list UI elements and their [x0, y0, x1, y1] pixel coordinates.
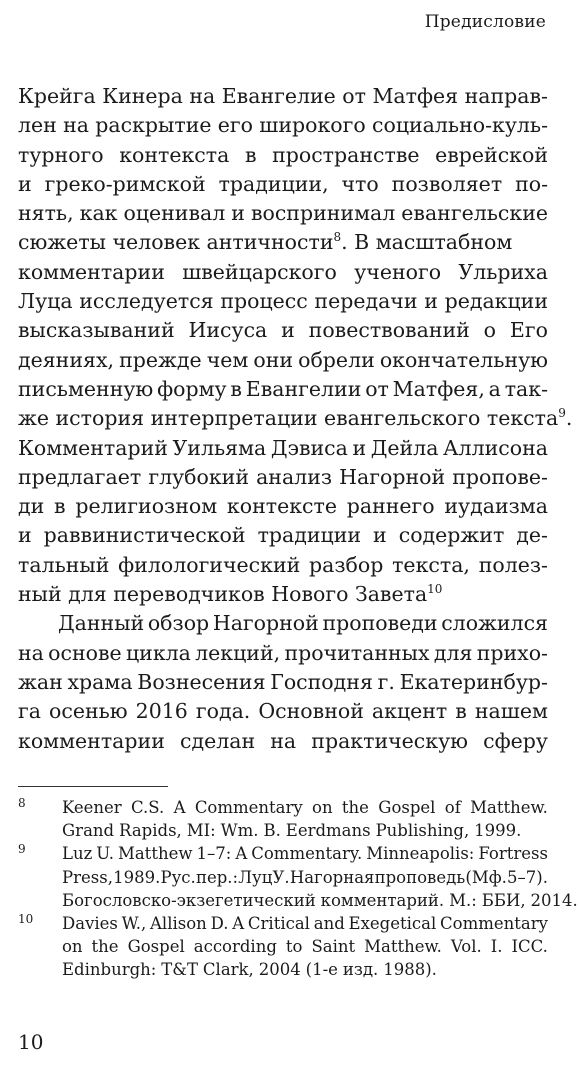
word: D.	[210, 913, 229, 933]
text-line	[18, 287, 548, 316]
word: Keener	[62, 798, 122, 817]
text-line	[18, 375, 548, 404]
word: B.	[263, 821, 281, 841]
word: нашем	[474, 699, 548, 724]
word: Нагорная	[289, 867, 375, 887]
word: I.	[490, 937, 503, 957]
word: of	[444, 798, 461, 817]
word: сложился	[441, 611, 548, 636]
word: так-	[504, 376, 548, 401]
footnote-8	[18, 796, 548, 842]
word: (Мф.	[465, 867, 507, 887]
word: Clark,	[202, 960, 254, 980]
word: для	[433, 640, 473, 665]
word: Иисуса	[188, 318, 268, 343]
word: Minneapolis:	[366, 844, 475, 864]
text-line	[18, 170, 548, 199]
word: глубокий	[148, 464, 249, 489]
word: Gospel	[127, 937, 185, 957]
word: греко-римской	[44, 171, 206, 196]
word: тальный	[18, 552, 110, 577]
word: Данный	[58, 611, 145, 636]
word: га	[18, 699, 41, 724]
footnote-line	[62, 889, 578, 912]
word: Commentary	[194, 798, 303, 817]
word: U.	[96, 844, 114, 864]
word: Господня	[270, 669, 373, 694]
word: передачи	[314, 289, 418, 314]
word: контексте	[226, 494, 337, 519]
word: A	[173, 798, 186, 817]
word: они	[253, 347, 294, 372]
word: от	[365, 376, 389, 401]
footnotes	[18, 796, 578, 982]
word: в	[230, 376, 242, 401]
footnote-line	[62, 842, 548, 865]
word: 1999.	[474, 821, 522, 841]
word: Нагорной	[339, 464, 446, 489]
word: и	[352, 435, 367, 460]
word: и	[373, 523, 387, 548]
word: предлагает	[18, 464, 142, 489]
word: религиозном	[75, 494, 218, 519]
word: позволяет	[391, 171, 503, 196]
text-line	[18, 639, 548, 668]
word: Matthew	[117, 844, 193, 864]
word: на	[63, 113, 89, 138]
word: разбор	[309, 552, 384, 577]
word: пер.:	[195, 867, 239, 887]
footnote-line	[62, 912, 548, 935]
word: Grand	[62, 821, 115, 841]
word: процесс	[220, 289, 308, 314]
word: Vol.	[450, 937, 482, 957]
word: г.	[377, 669, 395, 694]
word: Matthew.	[470, 798, 548, 817]
word: (1-е	[305, 960, 338, 980]
word: турного	[18, 142, 104, 167]
word: прихо-	[476, 640, 548, 665]
word: according	[193, 937, 277, 957]
word: года.	[195, 699, 251, 724]
footnote-line	[62, 796, 548, 819]
word: обрели	[298, 347, 375, 372]
word: Вознесения	[137, 669, 266, 694]
word: на	[270, 728, 297, 753]
word: текста,	[392, 552, 470, 577]
word: 2014.	[530, 890, 578, 910]
text-line	[18, 199, 548, 228]
word: лен	[18, 113, 57, 138]
word: цикла	[125, 640, 191, 665]
word: Fortress	[478, 844, 548, 864]
word: жан	[18, 669, 63, 694]
word: Commentary.	[251, 844, 363, 864]
footnote-10	[18, 912, 548, 982]
word: традиции	[257, 523, 362, 548]
word: Луца	[18, 289, 73, 314]
word: Matthew.	[364, 937, 442, 957]
word: Евангелии	[245, 376, 362, 401]
word: что	[341, 171, 379, 196]
word: пропове-	[452, 464, 548, 489]
footnote-separator	[18, 786, 168, 787]
word: на	[189, 84, 216, 108]
text-line	[18, 521, 548, 550]
text-line	[18, 727, 548, 756]
word: Ульриха	[458, 259, 548, 284]
text-line	[18, 228, 548, 257]
word: У.	[272, 867, 290, 887]
text-line	[18, 346, 548, 375]
word: Екатеринбур-	[399, 669, 548, 694]
word: and	[313, 913, 345, 933]
word: ученого	[354, 259, 442, 284]
word: Critical	[247, 913, 310, 933]
word: on	[312, 798, 333, 817]
footnote-number: 10	[18, 911, 34, 926]
word: Его	[509, 318, 548, 343]
word: the	[341, 798, 369, 817]
footnote-line	[62, 819, 548, 842]
word: филологический	[118, 552, 301, 577]
word: Rapids,	[119, 821, 182, 841]
word: комментарии	[18, 259, 165, 284]
word: раскрытие	[95, 113, 212, 138]
word: чем	[206, 347, 249, 372]
word: to	[285, 937, 303, 957]
word: ди	[18, 494, 45, 519]
word: Кинера	[102, 84, 183, 108]
word: как	[79, 201, 118, 226]
word: the	[91, 937, 119, 957]
word: письменную	[18, 376, 154, 401]
text-line	[18, 463, 548, 492]
word: ICC.	[511, 937, 548, 957]
word: нять,	[18, 201, 74, 226]
text-line	[18, 111, 548, 140]
word: пространстве	[272, 142, 420, 167]
word: Wm.	[220, 821, 259, 841]
word: Edinburgh:	[62, 960, 157, 980]
word: практическую	[311, 728, 468, 753]
word: в	[455, 699, 467, 724]
word: Основной	[258, 699, 364, 724]
word: в	[244, 142, 257, 167]
word: Eerdmans	[285, 821, 371, 841]
footnote-number: 8	[18, 796, 26, 810]
text-line	[18, 551, 548, 580]
word: 5–7).	[507, 867, 548, 887]
footnote-ref: 8	[333, 230, 342, 245]
word: Exegetical	[348, 913, 437, 933]
word: 1988).	[383, 960, 437, 980]
word: сделан	[179, 728, 256, 753]
word: Богословско-экзегетический	[62, 890, 316, 910]
word: и	[231, 201, 245, 226]
word: деяниях,	[18, 347, 115, 372]
text-line	[18, 668, 548, 697]
word: де-	[516, 523, 548, 548]
word: М.:	[449, 890, 477, 910]
word: от	[342, 84, 366, 108]
word: Крейга	[18, 84, 96, 108]
word: обзор	[147, 611, 210, 636]
word: направ-	[464, 84, 548, 108]
text-line	[18, 580, 548, 609]
word: Комментарий	[18, 435, 168, 460]
word: повествований	[308, 318, 470, 343]
word: Матфея	[372, 84, 459, 108]
footnote-9	[18, 842, 578, 912]
word: 2004	[258, 960, 301, 980]
word: Publishing,	[375, 821, 470, 841]
word: Аллисона	[443, 435, 548, 460]
text-segment: сюжеты человек античности$^8$. В масштабном	[18, 230, 513, 255]
word: высказываний	[18, 318, 175, 343]
word: проповеди	[322, 611, 438, 636]
word: раннего	[346, 494, 435, 519]
text-line	[18, 258, 548, 287]
word: изд.	[342, 960, 379, 980]
word: традиции,	[218, 171, 329, 196]
text-line	[18, 82, 548, 111]
word: и	[18, 171, 32, 196]
word: редакции	[444, 289, 548, 314]
word: акцент	[371, 699, 448, 724]
word: прежде	[119, 347, 202, 372]
word: содержит	[398, 523, 505, 548]
word: A	[232, 913, 245, 933]
footnote-number: 9	[18, 842, 26, 857]
word: комментарий.	[320, 890, 445, 910]
word: 1–7:	[196, 844, 232, 864]
word: по-	[515, 171, 548, 196]
word: прочитанных	[284, 640, 430, 665]
word: о	[483, 318, 497, 343]
word: лекций,	[195, 640, 281, 665]
footnote-line	[62, 935, 548, 958]
word: Davies	[62, 913, 118, 933]
running-head: Предисловие	[424, 12, 546, 32]
word: on	[62, 937, 83, 957]
text-line	[18, 434, 548, 463]
footnote-ref: 9	[558, 406, 566, 421]
word: швейцарского	[182, 259, 337, 284]
text-line	[18, 492, 548, 521]
word: окончательную	[379, 347, 548, 372]
word: Луц	[238, 867, 273, 887]
word: раввинистической	[43, 523, 246, 548]
word: Дейла	[370, 435, 439, 460]
word: исследуется	[79, 289, 214, 314]
word: Евангелие	[221, 84, 336, 108]
word: его	[217, 113, 253, 138]
main-text	[18, 82, 573, 756]
word: форму	[157, 376, 227, 401]
word: оценивал	[123, 201, 226, 226]
word: Luz	[62, 844, 93, 864]
text-line	[18, 141, 548, 170]
word: Saint	[311, 937, 356, 957]
word: и	[424, 289, 438, 314]
word: MI:	[186, 821, 216, 841]
word: и	[281, 318, 295, 343]
text-segment: же история интерпретации евангельского текста$^9$.	[18, 406, 573, 431]
text-segment: ный для переводчиков Нового Завета$^{10}$	[18, 582, 443, 607]
word: Commentary	[440, 913, 548, 933]
word: анализ	[256, 464, 333, 489]
word: основе	[48, 640, 122, 665]
word: Press,	[62, 867, 113, 887]
word: Дэвиса	[270, 435, 348, 460]
word: комментарии	[18, 728, 165, 753]
word: воспринимал	[250, 201, 396, 226]
word: евангельские	[401, 201, 548, 226]
footnote-line	[62, 958, 548, 981]
word: иудаизма	[444, 494, 548, 519]
word: Gospel	[378, 798, 436, 817]
word: еврейской	[435, 142, 548, 167]
word: на	[18, 640, 44, 665]
word: полез-	[478, 552, 548, 577]
word: Нагорной	[212, 611, 319, 636]
word: 2016	[135, 699, 188, 724]
word: контекста	[119, 142, 230, 167]
text-line	[18, 404, 573, 433]
text-line	[18, 697, 548, 726]
word: сферу	[483, 728, 548, 753]
word: храма	[67, 669, 133, 694]
word: Уильяма	[172, 435, 267, 460]
word: W.,	[121, 913, 147, 933]
word: Рус.	[160, 867, 196, 887]
word: осенью	[49, 699, 128, 724]
word: в	[54, 494, 66, 519]
word: а	[488, 376, 501, 401]
word: A	[235, 844, 248, 864]
word: T&T	[161, 960, 198, 980]
word: ББИ,	[481, 890, 526, 910]
footnote-ref: 10	[427, 582, 443, 597]
word: Allison	[150, 913, 207, 933]
word: Матфея,	[392, 376, 485, 401]
text-line	[18, 609, 548, 638]
footnote-line	[62, 866, 548, 889]
word: широкого	[259, 113, 366, 138]
text-line	[18, 316, 548, 345]
word: и	[18, 523, 32, 548]
word: проповедь	[374, 867, 466, 887]
word: C.S.	[131, 798, 165, 817]
word: 1989.	[113, 867, 161, 887]
word: социально-куль-	[372, 113, 548, 138]
page-number: 10	[18, 1030, 44, 1054]
